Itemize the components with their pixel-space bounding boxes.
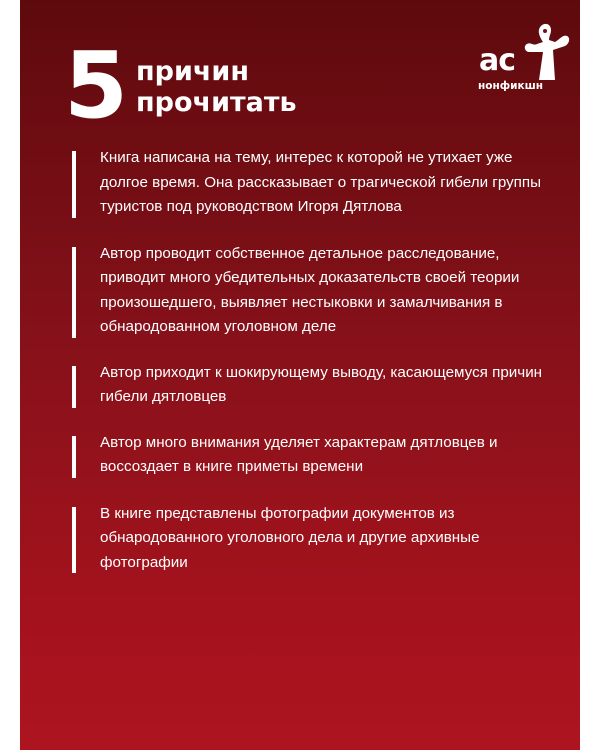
logo-subtitle: нонфикшн <box>478 80 544 92</box>
reason-item <box>72 146 562 220</box>
reason-text: Автор много внимания уделяет характерам дятловцев и воссоздает в книге приметы времени <box>100 433 498 475</box>
reason-item <box>72 431 562 480</box>
reason-text: Автор проводит собственное детальное расследование, приводит много убедительных доказательств своей теории произошедшего, выявляет нестыковки и замалчивания в обнародованном уголовном деле <box>100 244 520 335</box>
logo-letters: ас <box>479 43 516 78</box>
reason-bar <box>72 366 76 408</box>
reason-text: Автор приходит к шокирующему выводу, касающемуся причин гибели дятловцев <box>100 363 543 405</box>
reason-bar <box>72 436 76 478</box>
reason-item <box>72 242 562 340</box>
reason-item <box>72 361 562 410</box>
publisher-logo <box>475 22 575 102</box>
page-title <box>136 56 297 118</box>
reason-bar <box>72 247 76 338</box>
reason-item <box>72 502 562 576</box>
stylized-person-icon <box>519 22 575 80</box>
title-line-1: причин <box>136 56 250 87</box>
reason-text: В книге представлены фотографии документов из обнародованного уголовного дела и другие архивные фотографии <box>100 504 480 571</box>
title-line-2: прочитать <box>136 87 297 118</box>
reasons-list <box>72 146 562 575</box>
reason-text: Книга написана на тему, интерес к которой не утихает уже долгое время. Она рассказывает о трагической гибели группы туристов под руководством Игоря Дятлова <box>100 149 542 215</box>
reason-bar <box>72 151 76 218</box>
reasons-count: 5 <box>64 32 127 139</box>
promo-card <box>20 0 580 750</box>
reason-bar <box>72 507 76 574</box>
